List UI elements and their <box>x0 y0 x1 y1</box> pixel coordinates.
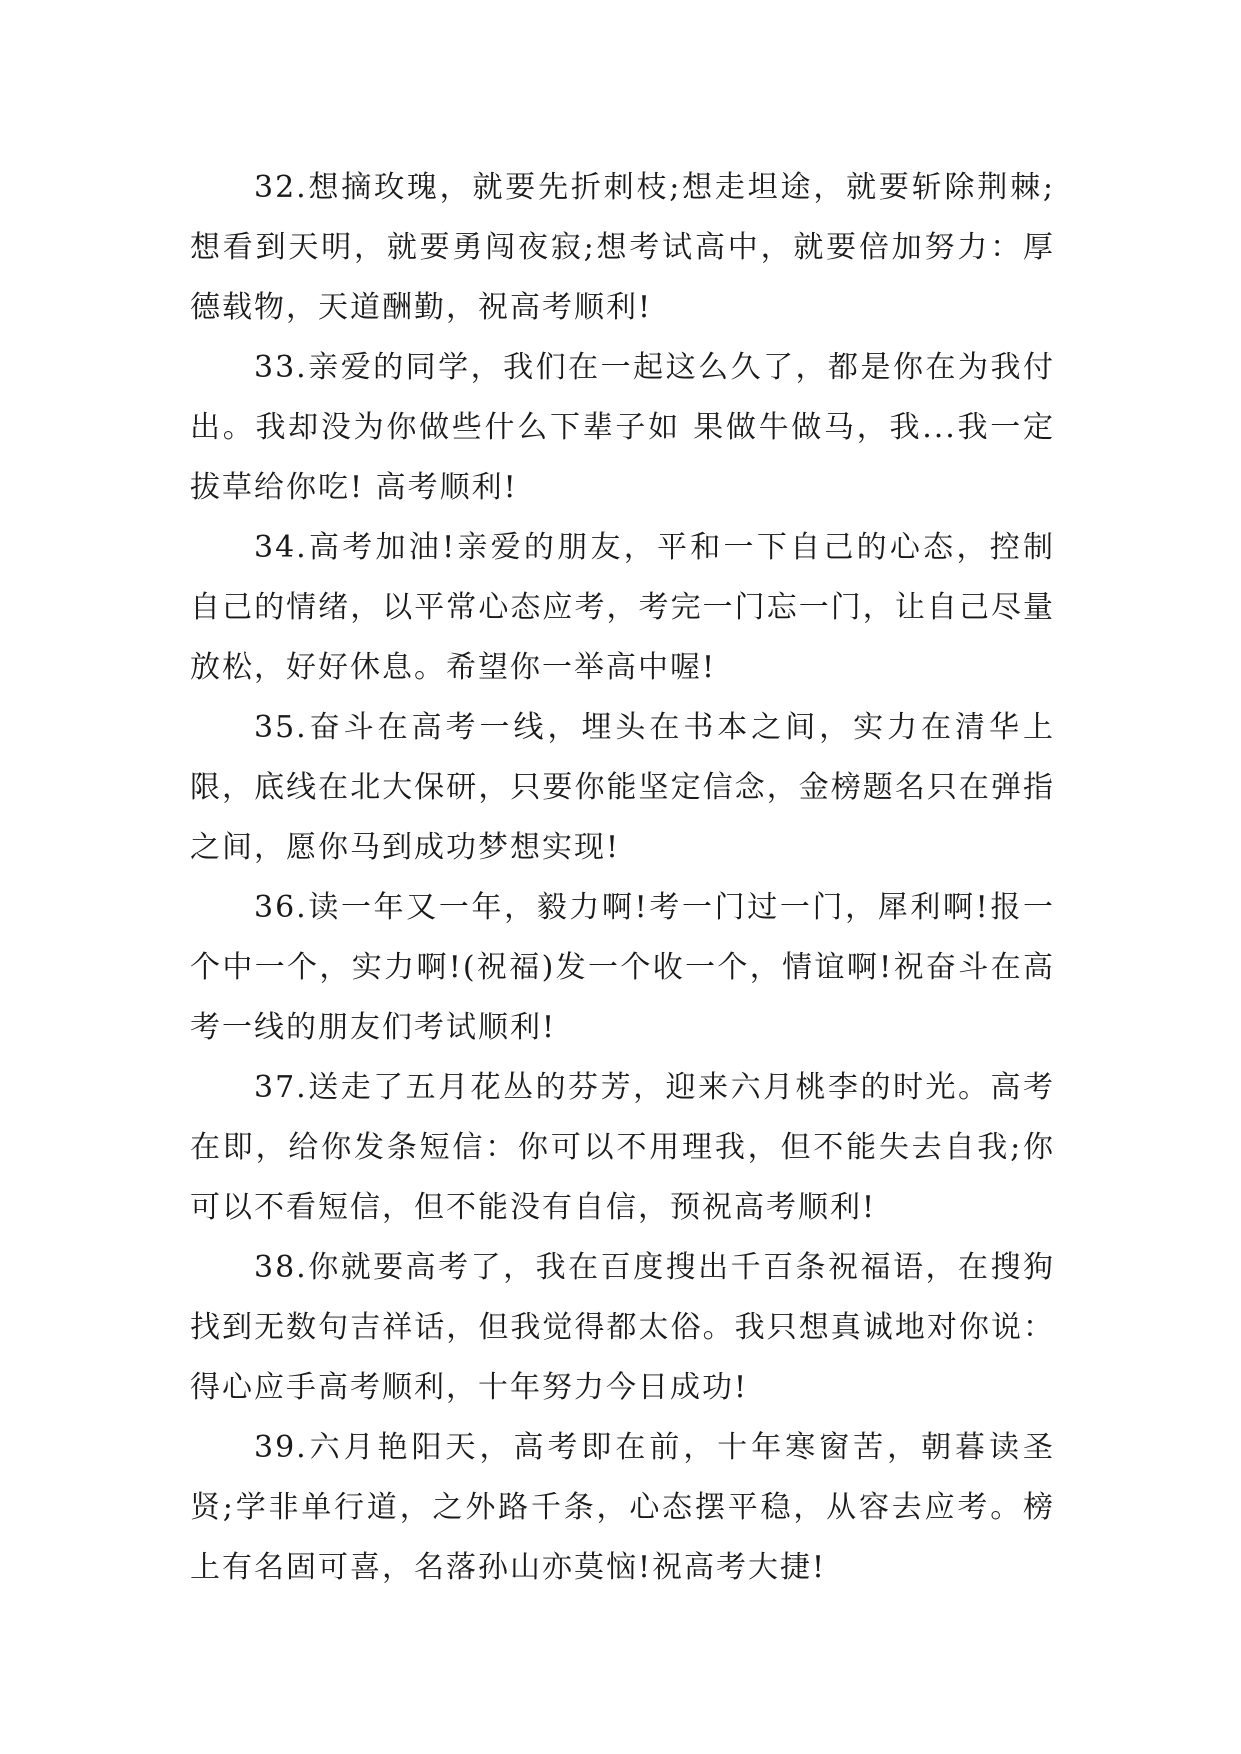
paragraph-34: 34.高考加油!亲爱的朋友，平和一下自己的心态，控制自己的情绪，以平常心态应考，考完一门忘一门，让自己尽量放松，好好休息。希望你一举高中喔! <box>190 530 1055 685</box>
paragraph-38: 38.你就要高考了，我在百度搜出千百条祝福语，在搜狗找到无数句吉祥话，但我觉得都太俗。我只想真诚地对你说：得心应手高考顺利，十年努力今日成功! <box>190 1250 1055 1405</box>
paragraph-35: 35.奋斗在高考一线，埋头在书本之间，实力在清华上限，底线在北大保研，只要你能坚定信念，金榜题名只在弹指之间，愿你马到成功梦想实现! <box>190 710 1055 865</box>
paragraph-32: 32.想摘玫瑰，就要先折刺枝;想走坦途，就要斩除荆棘;想看到天明，就要勇闯夜寂;想考试高中，就要倍加努力：厚德载物，天道酬勤，祝高考顺利! <box>190 170 1055 325</box>
paragraph-36: 36.读一年又一年，毅力啊!考一门过一门，犀利啊!报一个中一个，实力啊!(祝福)发一个收一个，情谊啊!祝奋斗在高考一线的朋友们考试顺利! <box>190 890 1055 1045</box>
document-body <box>190 158 1055 1598</box>
paragraph-37: 37.送走了五月花丛的芬芳，迎来六月桃李的时光。高考在即，给你发条短信：你可以不用理我，但不能失去自我;你可以不看短信，但不能没有自信，预祝高考顺利! <box>190 1070 1055 1225</box>
paragraph-33: 33.亲爱的同学，我们在一起这么久了，都是你在为我付出。我却没为你做些什么下辈子如 果做牛做马，我...我一定拔草给你吃! 高考顺利! <box>190 350 1055 505</box>
paragraph-39: 39.六月艳阳天，高考即在前，十年寒窗苦，朝暮读圣贤;学非单行道，之外路千条，心态摆平稳，从容去应考。榜上有名固可喜，名落孙山亦莫恼!祝高考大捷! <box>190 1430 1055 1585</box>
